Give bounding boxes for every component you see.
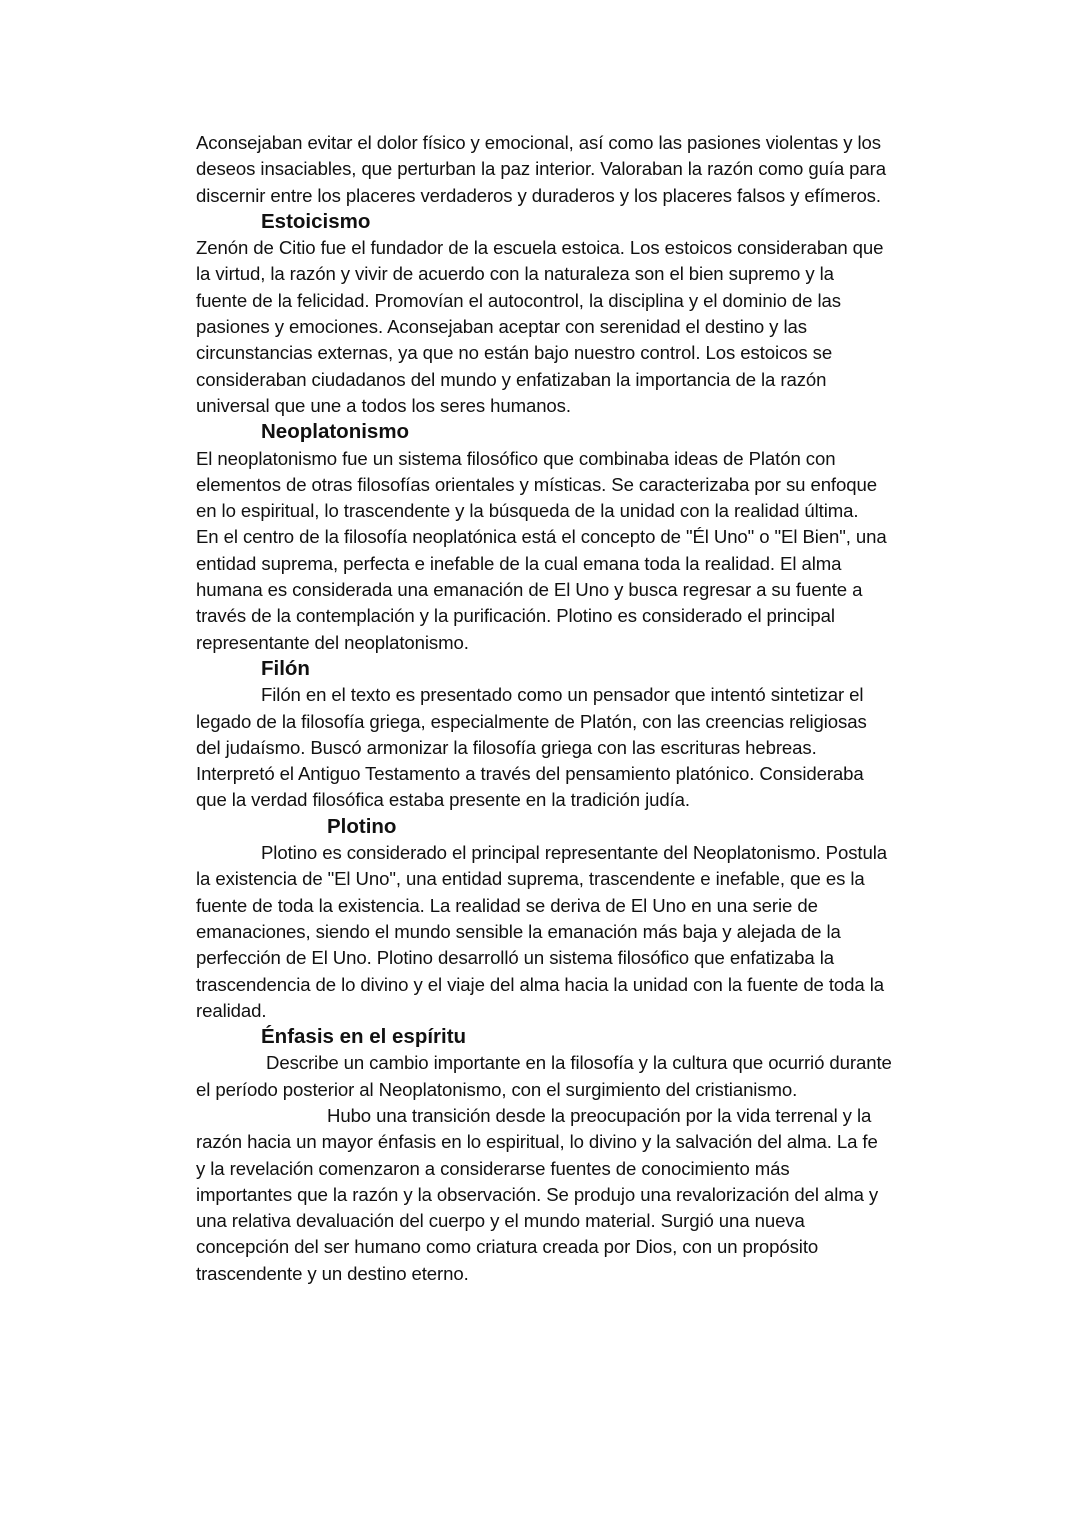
- text-line: circunstancias externas, ya que no están bajo nuestro control. Los estoicos se: [196, 342, 833, 364]
- text-line: entidad suprema, perfecta e inefable de la cual emana toda la realidad. El alma: [196, 552, 842, 574]
- text-line: el período posterior al Neoplatonismo, con el surgimiento del cristianismo.: [196, 1078, 798, 1100]
- intro-paragraph: [196, 130, 956, 209]
- text-line: través de la contemplación y la purificación. Plotino es considerado el principal: [196, 605, 835, 627]
- section-heading: Énfasis en el espíritu: [261, 1025, 467, 1049]
- section-filon: [196, 656, 956, 814]
- text-line: perfección de El Uno. Plotino desarrolló un sistema filosófico que enfatizaba la: [196, 947, 834, 969]
- text-line: Zenón de Citio fue el fundador de la escuela estoica. Los estoicos consideraban que: [196, 237, 884, 259]
- text-line: El neoplatonismo fue un sistema filosófico que combinaba ideas de Platón con: [196, 447, 836, 469]
- section-neoplatonismo: [196, 419, 956, 656]
- text-line: Plotino es considerado el principal representante del Neoplatonismo. Postula: [261, 842, 888, 864]
- section-heading: Neoplatonismo: [261, 420, 410, 444]
- text-line: emanaciones, siendo el mundo sensible la emanación más baja y alejada de la: [196, 920, 841, 942]
- text-line: discernir entre los placeres verdaderos y duraderos y los placeres falsos y efímeros.: [196, 184, 881, 206]
- text-line: Describe un cambio importante en la filosofía y la cultura que ocurrió durante: [266, 1052, 892, 1074]
- section-heading: Plotino: [327, 814, 397, 838]
- text-line: la existencia de "El Uno", una entidad suprema, trascendente e inefable, que es la: [196, 868, 865, 890]
- text-line: que la verdad filosófica estaba presente en la tradición judía.: [196, 789, 690, 811]
- text-line: Interpretó el Antiguo Testamento a través del pensamiento platónico. Consideraba: [196, 763, 864, 785]
- section-estoicismo: [196, 209, 956, 419]
- text-line: representante del neoplatonismo.: [196, 631, 469, 653]
- text-line: del judaísmo. Buscó armonizar la filosofía griega con las escrituras hebreas.: [196, 736, 817, 758]
- text-line: razón hacia un mayor énfasis en lo espiritual, lo divino y la salvación del alma. La fe: [196, 1131, 878, 1153]
- text-line: una relativa devaluación del cuerpo y el mundo material. Surgió una nueva: [196, 1210, 805, 1232]
- text-line: Filón en el texto es presentado como un pensador que intentó sintetizar el: [261, 684, 864, 706]
- text-line: y la revelación comenzaron a considerarse fuentes de conocimiento más: [196, 1157, 790, 1179]
- text-line: universal que une a todos los seres humanos.: [196, 394, 571, 416]
- document-page: [196, 130, 956, 1287]
- text-line: la virtud, la razón y vivir de acuerdo con la naturaleza son el bien supremo y la: [196, 263, 834, 285]
- text-line: en lo espiritual, lo trascendente y la búsqueda de la unidad con la realidad última.: [196, 500, 859, 522]
- text-line: humana es considerada una emanación de El Uno y busca regresar a su fuente a: [196, 579, 863, 601]
- text-line: Hubo una transición desde la preocupación por la vida terrenal y la: [327, 1104, 872, 1126]
- text-line: trascendencia de lo divino y el viaje del alma hacia la unidad con la fuente de toda la: [196, 973, 884, 995]
- text-line: trascendente y un destino eterno.: [196, 1262, 469, 1284]
- text-line: legado de la filosofía griega, especialmente de Platón, con las creencias religiosas: [196, 710, 867, 732]
- text-line: pasiones y emociones. Aconsejaban aceptar con serenidad el destino y las: [196, 316, 807, 338]
- text-line: fuente de la felicidad. Promovían el autocontrol, la disciplina y el dominio de las: [196, 289, 841, 311]
- text-line: elementos de otras filosofías orientales y místicas. Se caracterizaba por su enfoque: [196, 473, 877, 495]
- section-plotino: [196, 814, 956, 1024]
- section-heading: Estoicismo: [261, 209, 371, 233]
- section-heading: Filón: [261, 656, 310, 680]
- text-line: concepción del ser humano como criatura creada por Dios, con un propósito: [196, 1236, 819, 1258]
- text-line: consideraban ciudadanos del mundo y enfatizaban la importancia de la razón: [196, 368, 827, 390]
- text-line: Aconsejaban evitar el dolor físico y emocional, así como las pasiones violentas y los: [196, 132, 881, 153]
- text-line: En el centro de la filosofía neoplatónica está el concepto de "Él Uno" o "El Bien", una: [196, 526, 887, 548]
- text-line: importantes que la razón y la observación. Se produjo una revalorización del alma y: [196, 1183, 879, 1205]
- section-enfasis: [196, 1024, 956, 1287]
- text-line: deseos insaciables, que perturban la paz interior. Valoraban la razón como guía para: [196, 158, 886, 180]
- text-line: realidad.: [196, 999, 267, 1021]
- text-line: fuente de toda la existencia. La realidad se deriva de El Uno en una serie de: [196, 894, 818, 916]
